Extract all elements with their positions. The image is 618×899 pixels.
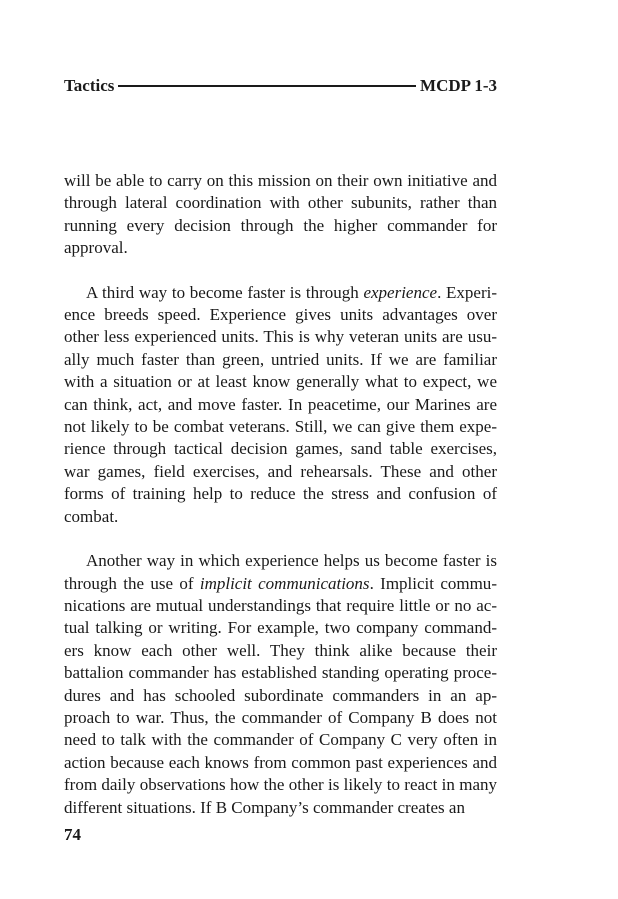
body-text [64, 170, 497, 841]
paragraph [64, 282, 497, 528]
paragraph [64, 550, 497, 819]
running-head-publication: MCDP 1-3 [420, 76, 497, 95]
italic-term: implicit communications [199, 573, 370, 593]
running-head-rule [118, 85, 416, 87]
paragraph-text: will be able to carry on this mission on their own initiative and through lateral coordination with other subunits, rather than running every decision through the higher commander for approval. [64, 171, 497, 258]
paragraph-text: A third way to become faster is through [86, 282, 364, 302]
page-number: 74 [64, 825, 81, 844]
paragraph-text: Another way in which experience helps us become faster is through the use of [64, 551, 497, 593]
running-head [64, 76, 497, 96]
italic-term: experience [363, 282, 438, 302]
paragraph-text: . Experience breeds speed. Experience gives units advantages over other less experienced units. This is why veteran units are usually much faster than green, untried units. If we are familiar with a situation or at least know generally what to expect, we can think, act, and move faster. In peacetime, our Marines are not likely to be combat veterans. Still, we can give them experience through tactical decision games, sand table exercises, war games, field exercises, and rehearsals. These and other forms of training help to reduce the stress and confusion of combat. [64, 282, 497, 526]
paragraph-text: . Implicit communications are mutual understandings that require little or no actual talking or writing. For example, two company commanders know each other well. They think alike because their battalion commander has established standing operating procedures and has schooled subordinate commanders in an approach to war. Thus, the commander of Company B does not need to talk with the commander of Company C very often in action because each knows from common past experiences and from daily observations how the other is likely to react in many different situations. If B Company’s commander creates an [64, 573, 497, 817]
running-head-title: Tactics [64, 76, 115, 95]
paragraph [64, 170, 497, 260]
